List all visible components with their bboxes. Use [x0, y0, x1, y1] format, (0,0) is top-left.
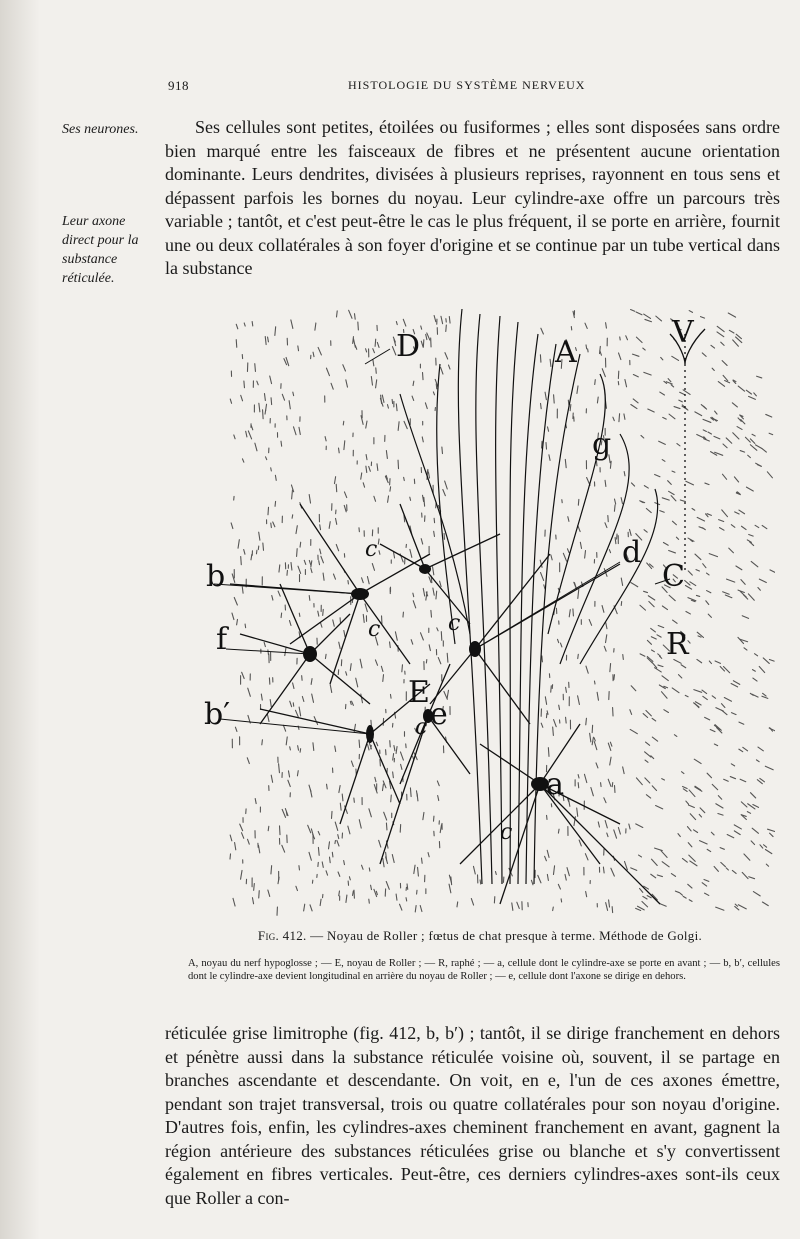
label-f: f — [216, 622, 228, 657]
label-c-2: c — [368, 617, 381, 642]
label-A: A — [555, 335, 577, 370]
figure-caption-title — [190, 928, 770, 944]
label-g: g — [592, 427, 612, 462]
figure-legend: A, noyau du nerf hypoglosse ; — E, noyau de Roller ; — R, raphé ; — a, cellule dont le cylindre-axe se porte en avant ; — b, b′, cellules dont le cylindre-axe devient longitudinal en arrière du noyau de Roller ; — e, cellule dont l'axone se dirige en dehors. — [188, 958, 780, 982]
label-b-prime: b′ — [204, 697, 231, 732]
label-R: R — [666, 627, 689, 662]
figure-title-text: — Noyau de Roller ; fœtus de chat presque à terme. Méthode de Golgi. — [310, 928, 703, 943]
label-c-5: c — [500, 820, 513, 845]
label-c-3: c — [448, 611, 461, 636]
paragraph-top: Ses cellules sont petites, étoilées ou fusiformes ; elles sont disposées sans ordre bien marqué entre les faisceaux de fibres et ne présentent aucune orientation dominante. Leurs dendrites, divisées à plusieurs reprises, rayonnent en tous sens et dépassent parfois les bornes du noyau. Leur cylindre-axe offre un parcours très variable ; tantôt, et c'est peut-être le cas le plus fréquent, il se porte en arrière, fournit une ou deux collatérales à son foyer d'origine et se continue par un tube vertical dans la substance — [165, 117, 780, 278]
label-e: e — [430, 697, 448, 732]
running-title: HISTOLOGIE DU SYSTÈME NERVEUX — [348, 78, 586, 92]
label-c-4: c — [415, 715, 428, 740]
label-a: a — [546, 767, 564, 802]
neuron-dendrites — [230, 329, 705, 904]
paragraph-bottom: réticulée grise limitrophe (fig. 412, b, b′) ; tantôt, il se dirige franchement en dehors et pénètre aussi dans la substance réticulée voisine où, souvent, il se partage en branches ascendante et descendante. On voit, en e, l'un de ces axones émettre, pendant son trajet transversal, trois ou quatre collatérales pour son noyau d'origine. D'autres fois, enfin, les cylindres-axes cheminent franchement en avant, gagnent la région antérieure des substances réticulées grise ou blanche et s'y convertissent également en fibres verticales. Peut-être, ces derniers cylindres-axes sont-ils ceux que Roller a con- — [165, 1023, 780, 1208]
margin-note-neurons: Ses neurones. — [62, 122, 139, 137]
label-C: C — [662, 559, 685, 594]
figure-412-illustration — [200, 304, 775, 916]
label-c-1: c — [365, 537, 378, 562]
label-d: d — [622, 535, 642, 570]
label-D: D — [396, 329, 421, 364]
margin-note-axon: Leur axone direct pour la substance réticulée. — [62, 214, 139, 286]
figure-number: Fig. 412. — [257, 928, 307, 943]
page-header — [168, 78, 780, 98]
golgi-drawing — [200, 304, 775, 916]
label-E: E — [408, 675, 430, 710]
label-V: V — [672, 315, 694, 350]
page-number: 918 — [168, 78, 189, 93]
label-b: b — [206, 559, 226, 594]
page-gutter-shadow — [0, 0, 40, 1239]
